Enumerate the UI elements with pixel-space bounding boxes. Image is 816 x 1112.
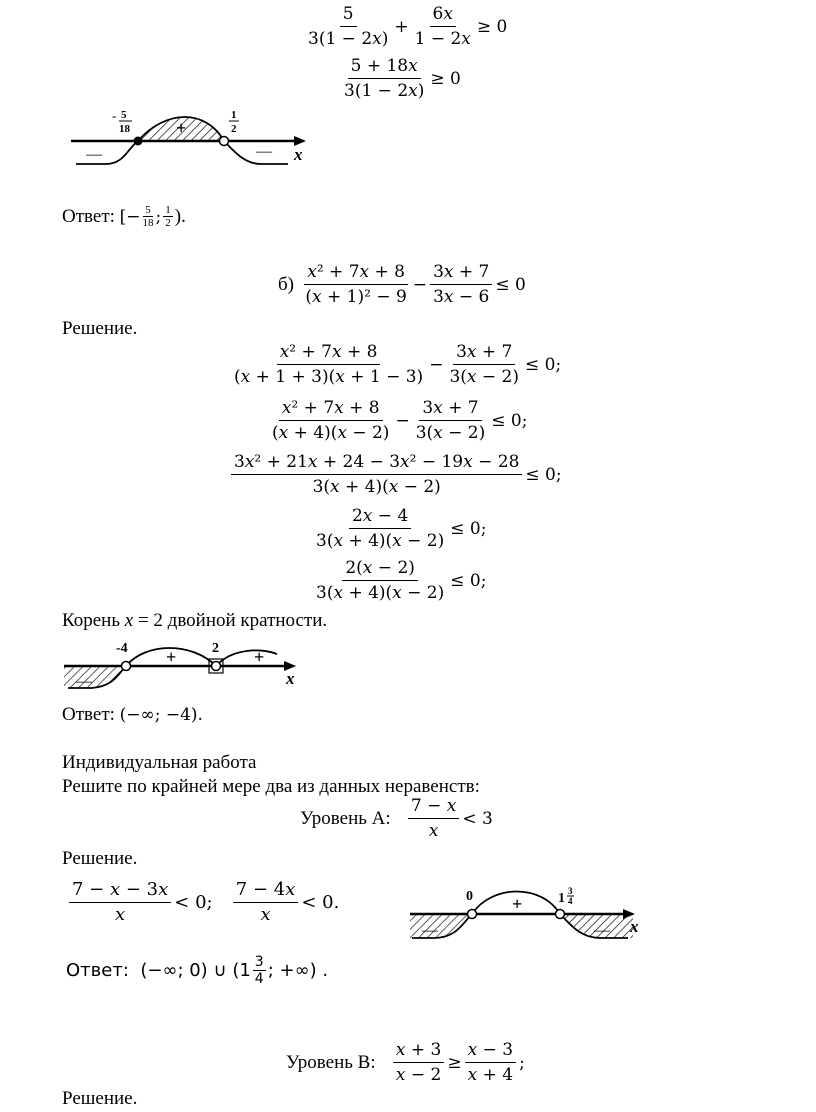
answer-sep: ; [155, 206, 162, 227]
plus-label-1: + [166, 647, 177, 667]
frac-num: 3𝑥 + 7 [453, 340, 515, 365]
frac-num: 𝑥 − 3 [465, 1038, 516, 1063]
root-note [62, 610, 327, 632]
solution-label-3: Решение. [62, 1088, 138, 1109]
minus-sign: − [395, 410, 410, 431]
task-text: Решите по крайней мере два из данных неравенств: [62, 776, 480, 797]
level-a [300, 794, 493, 843]
frac-num: 6𝑥 [430, 2, 456, 27]
frac-num: 7 − 𝑥 [408, 794, 459, 819]
frac-num: 𝑥² + 7𝑥 + 8 [277, 340, 381, 365]
minus-sign: − [412, 274, 428, 295]
relation: ≤ 0; [525, 464, 562, 485]
relation: ≤ 0; [524, 354, 562, 375]
equation-2 [338, 54, 461, 103]
axis-label: x [286, 669, 295, 688]
step-5 [310, 556, 486, 605]
point-label-1: 0 [466, 889, 473, 904]
relation: < 0; [174, 892, 213, 913]
semicolon: ; [519, 1052, 525, 1073]
relation: < 3 [462, 808, 493, 829]
frac-den: (𝑥 + 1)² − 9 [305, 287, 407, 307]
frac-den: 3𝑥 − 6 [433, 287, 490, 307]
frac-num: 𝑥² + 7𝑥 + 8 [304, 260, 408, 285]
left-den: 18 [119, 123, 130, 135]
point-label-2-whole: 1 [558, 891, 565, 906]
frac-den: (𝑥 + 1 + 3)(𝑥 + 1 − 3) [234, 367, 424, 387]
n2: 1 [165, 204, 171, 216]
minus-left: — [422, 922, 438, 939]
d1: 18 [142, 217, 154, 229]
open-point-2 [212, 662, 221, 671]
frac-den: 3(𝑥 − 2) [415, 423, 486, 443]
note-post: = 2 двойной кратности. [133, 610, 328, 631]
solution-label: Решение. [62, 318, 138, 339]
minus-left: — [86, 146, 102, 163]
open-point [220, 137, 229, 146]
point-label-1: -4 [116, 641, 128, 656]
solution-label-2: Решение. [62, 848, 138, 869]
plus-label: + [512, 894, 523, 914]
relation: ≤ 0; [491, 410, 528, 431]
relation: ≤ 0; [450, 570, 487, 591]
frac-den: 𝑥 [260, 904, 271, 925]
minus-sign: − [429, 354, 444, 375]
answer-label: Ответ: [62, 704, 115, 725]
open-point [122, 662, 131, 671]
frac-den: (𝑥 + 4)(𝑥 − 2) [272, 423, 390, 443]
relation: ≤ 0 [495, 274, 526, 295]
frac-den: 𝑥 + 4 [467, 1065, 514, 1085]
problem-b [278, 260, 526, 309]
answer-label: Ответ: [66, 960, 129, 981]
section-title: Индивидуальная работа [62, 752, 257, 773]
frac-den: 𝑥 [115, 904, 126, 925]
answer-1 [62, 204, 186, 229]
answer-3 [66, 954, 328, 987]
level-label: Уровень В: [286, 1051, 376, 1073]
left-sign: - [112, 108, 117, 123]
axis-label: x [630, 917, 639, 936]
relation: ≤ 0; [450, 518, 487, 539]
sign-diagram-3 [408, 880, 648, 945]
relation: ≥ 0 [430, 68, 461, 89]
right-num: 1 [231, 109, 237, 121]
frac-num: 𝑥 + 3 [393, 1038, 444, 1063]
sign-diagram-2 [62, 636, 312, 696]
frac-den: 4 [254, 971, 264, 987]
open-point-1 [468, 910, 477, 919]
frac-den: 𝑥 [428, 821, 439, 841]
answer-open: (−∞; 0) ∪ (1 [140, 960, 251, 981]
relation: ≥ 0 [476, 16, 508, 37]
frac-den: 𝑥 − 2 [395, 1065, 442, 1085]
frac-num: 3𝑥² + 21𝑥 + 24 − 3𝑥² − 19𝑥 − 28 [231, 450, 522, 475]
answer-close: ). [174, 205, 186, 227]
equation-1 [302, 2, 507, 51]
note-pre: Корень [62, 610, 125, 631]
frac-den: 3(𝑥 + 4)(𝑥 − 2) [316, 531, 445, 551]
hatched-left [410, 914, 472, 938]
frac-num: 3𝑥 + 7 [419, 396, 481, 421]
note-var: x [124, 610, 134, 631]
level-label: Уровень А: [300, 807, 391, 829]
closed-point [134, 137, 143, 146]
frac-den: 3(𝑥 − 2) [449, 367, 519, 387]
point-label-2-num: 3 [568, 886, 573, 896]
plus-sign: + [394, 16, 409, 37]
frac-den: 3(𝑥 + 4)(𝑥 − 2) [316, 583, 445, 603]
axis-label: x [294, 145, 303, 164]
answer-value: (−∞; −4). [119, 705, 203, 725]
open-point-2 [556, 910, 565, 919]
frac-num: 7 − 𝑥 − 3𝑥 [69, 878, 171, 903]
problem-label: б) [278, 273, 294, 295]
n1: 5 [145, 204, 151, 216]
plus-label-2: + [254, 647, 265, 667]
frac-num: 3 [254, 954, 264, 970]
frac-num: 5 [340, 2, 357, 27]
level-b [286, 1038, 525, 1087]
point-label-2: 2 [212, 641, 219, 656]
step-2 [266, 396, 527, 445]
left-num: 5 [121, 109, 127, 121]
frac-den: 3(𝑥 + 4)(𝑥 − 2) [312, 477, 441, 497]
solution-a [66, 878, 339, 927]
answer-close: ; +∞) . [267, 960, 329, 981]
plus-label: + [176, 118, 187, 138]
sign-diagram-1 [66, 104, 316, 179]
step-3 [228, 450, 562, 499]
frac-den: 3(1 − 2𝑥) [344, 81, 425, 101]
frac-num: 2𝑥 − 4 [349, 504, 411, 529]
step-4 [310, 504, 486, 553]
answer-2 [62, 704, 203, 726]
step-1 [228, 340, 561, 389]
relation: < 0. [301, 892, 340, 913]
answer-label: Ответ: [62, 205, 115, 227]
frac-den: 1 − 2𝑥 [414, 29, 471, 49]
frac-num: 3𝑥 + 7 [430, 260, 492, 285]
minus-right: — [256, 143, 272, 160]
frac-num: 7 − 4𝑥 [233, 878, 299, 903]
point-label-2-den: 4 [568, 896, 573, 906]
frac-num: 2(𝑥 − 2) [342, 556, 418, 581]
minus-label: — [76, 673, 92, 690]
d2: 2 [165, 217, 171, 229]
right-den: 2 [231, 123, 237, 135]
minus-right: — [594, 922, 610, 939]
frac-den: 3(1 − 2𝑥) [308, 29, 389, 49]
frac-num: 5 + 18𝑥 [348, 54, 421, 79]
relation: ≥ [447, 1052, 462, 1073]
frac-num: 𝑥² + 7𝑥 + 8 [279, 396, 383, 421]
answer-open: [− [119, 206, 141, 227]
